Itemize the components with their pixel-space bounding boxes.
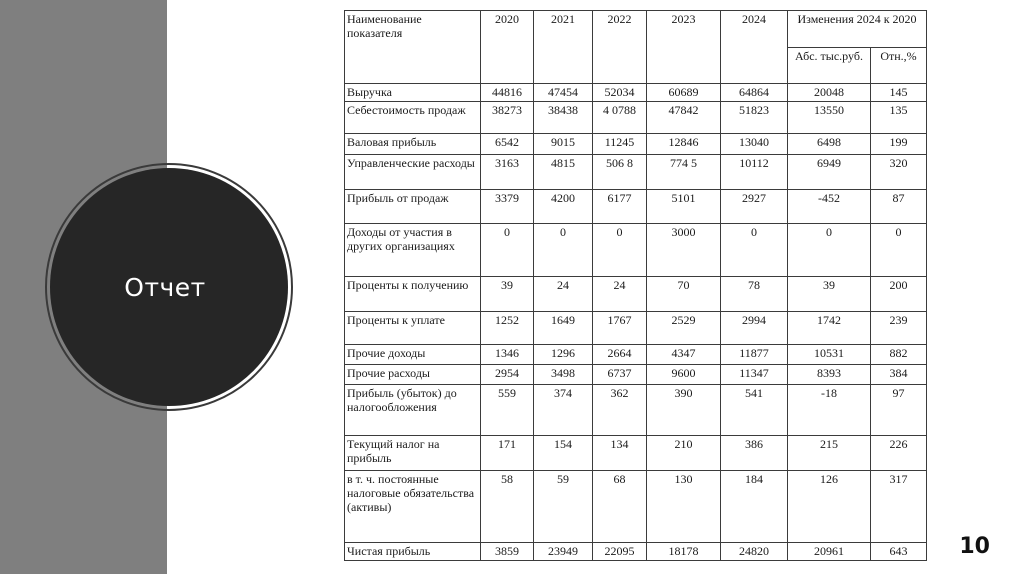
row-name-cell: Себестоимость продаж: [345, 101, 481, 134]
row-value-cell: 126: [788, 471, 871, 542]
table-row: [345, 189, 927, 224]
header-year-2021: 2021: [534, 11, 593, 84]
header-year-2020: 2020: [481, 11, 534, 84]
row-value-cell: 0: [721, 224, 788, 277]
row-value-cell: 20048: [788, 84, 871, 101]
row-value-cell: 59: [534, 471, 593, 542]
row-value-cell: 171: [481, 436, 534, 471]
row-value-cell: 6498: [788, 134, 871, 154]
row-value-cell: 9600: [647, 365, 721, 385]
table-row: [345, 365, 927, 385]
row-value-cell: 145: [871, 84, 927, 101]
row-value-cell: -18: [788, 385, 871, 436]
row-value-cell: 2529: [647, 311, 721, 344]
row-value-cell: 2664: [593, 344, 647, 364]
row-value-cell: 3163: [481, 154, 534, 189]
row-value-cell: 1742: [788, 311, 871, 344]
row-value-cell: 64864: [721, 84, 788, 101]
row-value-cell: 24: [593, 277, 647, 312]
row-value-cell: 12846: [647, 134, 721, 154]
row-value-cell: 38438: [534, 101, 593, 134]
row-value-cell: 0: [871, 224, 927, 277]
row-value-cell: 3498: [534, 365, 593, 385]
row-name-cell: Валовая прибыль: [345, 134, 481, 154]
row-value-cell: 130: [647, 471, 721, 542]
row-value-cell: 18178: [647, 542, 721, 560]
row-value-cell: 643: [871, 542, 927, 560]
row-value-cell: 6737: [593, 365, 647, 385]
row-value-cell: 3379: [481, 189, 534, 224]
row-value-cell: 1767: [593, 311, 647, 344]
row-value-cell: 3000: [647, 224, 721, 277]
slide-title: Отчет: [124, 272, 206, 302]
table-row: [345, 277, 927, 312]
row-value-cell: 0: [593, 224, 647, 277]
row-value-cell: 11347: [721, 365, 788, 385]
row-name-cell: Проценты к уплате: [345, 311, 481, 344]
row-value-cell: 1649: [534, 311, 593, 344]
row-name-cell: Проценты к получению: [345, 277, 481, 312]
table-row: [345, 311, 927, 344]
row-value-cell: 384: [871, 365, 927, 385]
row-value-cell: 0: [788, 224, 871, 277]
row-value-cell: 210: [647, 436, 721, 471]
row-value-cell: 239: [871, 311, 927, 344]
row-value-cell: 541: [721, 385, 788, 436]
row-value-cell: 2954: [481, 365, 534, 385]
table-row: [345, 471, 927, 542]
row-value-cell: 24820: [721, 542, 788, 560]
row-value-cell: 317: [871, 471, 927, 542]
table-row: [345, 436, 927, 471]
table-row: [345, 385, 927, 436]
header-year-2023: 2023: [647, 11, 721, 84]
row-value-cell: 47454: [534, 84, 593, 101]
table-row: [345, 542, 927, 560]
row-value-cell: 134: [593, 436, 647, 471]
row-value-cell: 78: [721, 277, 788, 312]
row-value-cell: 23949: [534, 542, 593, 560]
row-name-cell: Прибыль от продаж: [345, 189, 481, 224]
row-value-cell: 882: [871, 344, 927, 364]
row-value-cell: 154: [534, 436, 593, 471]
header-changes-cell: Изменения 2024 к 2020: [788, 11, 927, 48]
row-value-cell: 97: [871, 385, 927, 436]
table-row: [345, 224, 927, 277]
row-value-cell: 51823: [721, 101, 788, 134]
row-name-cell: Текущий налог на прибыль: [345, 436, 481, 471]
header-name-cell: Наименование показателя: [345, 11, 481, 84]
row-value-cell: 22095: [593, 542, 647, 560]
header-rel-cell: Отн.,%: [871, 47, 927, 84]
row-value-cell: 5101: [647, 189, 721, 224]
financial-table-container: [344, 10, 926, 561]
row-value-cell: 559: [481, 385, 534, 436]
row-value-cell: 390: [647, 385, 721, 436]
header-year-2022: 2022: [593, 11, 647, 84]
financial-table: [344, 10, 927, 561]
row-value-cell: 2927: [721, 189, 788, 224]
header-abs-cell: Абс. тыс.руб.: [788, 47, 871, 84]
row-name-cell: Чистая прибыль: [345, 542, 481, 560]
row-value-cell: 58: [481, 471, 534, 542]
row-name-cell: Доходы от участия в других организациях: [345, 224, 481, 277]
row-name-cell: Прочие расходы: [345, 365, 481, 385]
row-value-cell: 6949: [788, 154, 871, 189]
row-value-cell: 200: [871, 277, 927, 312]
row-value-cell: 1346: [481, 344, 534, 364]
table-row: [345, 154, 927, 189]
row-value-cell: 3859: [481, 542, 534, 560]
row-value-cell: 199: [871, 134, 927, 154]
row-value-cell: 0: [481, 224, 534, 277]
row-value-cell: 38273: [481, 101, 534, 134]
table-row: [345, 84, 927, 101]
table-row: [345, 134, 927, 154]
row-value-cell: 9015: [534, 134, 593, 154]
row-value-cell: 8393: [788, 365, 871, 385]
row-value-cell: 362: [593, 385, 647, 436]
row-value-cell: 386: [721, 436, 788, 471]
row-value-cell: 87: [871, 189, 927, 224]
row-value-cell: 774 5: [647, 154, 721, 189]
row-value-cell: 52034: [593, 84, 647, 101]
row-name-cell: в т. ч. постоянные налоговые обязательства (активы): [345, 471, 481, 542]
row-value-cell: 0: [534, 224, 593, 277]
row-value-cell: 47842: [647, 101, 721, 134]
row-value-cell: 24: [534, 277, 593, 312]
row-value-cell: 2994: [721, 311, 788, 344]
row-value-cell: 39: [481, 277, 534, 312]
row-name-cell: Управленческие расходы: [345, 154, 481, 189]
row-name-cell: Прибыль (убыток) до налогообложения: [345, 385, 481, 436]
row-value-cell: 1296: [534, 344, 593, 364]
table-row: [345, 101, 927, 134]
row-value-cell: 374: [534, 385, 593, 436]
row-value-cell: 70: [647, 277, 721, 312]
row-value-cell: 226: [871, 436, 927, 471]
row-value-cell: 6177: [593, 189, 647, 224]
row-value-cell: 4347: [647, 344, 721, 364]
row-value-cell: 184: [721, 471, 788, 542]
row-value-cell: -452: [788, 189, 871, 224]
row-value-cell: 10531: [788, 344, 871, 364]
row-value-cell: 44816: [481, 84, 534, 101]
title-circle: [50, 168, 288, 406]
row-value-cell: 4200: [534, 189, 593, 224]
row-value-cell: 6542: [481, 134, 534, 154]
row-value-cell: 13040: [721, 134, 788, 154]
row-value-cell: 13550: [788, 101, 871, 134]
header-year-2024: 2024: [721, 11, 788, 84]
row-value-cell: 135: [871, 101, 927, 134]
row-value-cell: 506 8: [593, 154, 647, 189]
row-name-cell: Прочие доходы: [345, 344, 481, 364]
row-value-cell: 60689: [647, 84, 721, 101]
row-value-cell: 4815: [534, 154, 593, 189]
row-value-cell: 1252: [481, 311, 534, 344]
page-number: 10: [959, 534, 990, 559]
row-value-cell: 68: [593, 471, 647, 542]
row-value-cell: 20961: [788, 542, 871, 560]
table-row: [345, 344, 927, 364]
row-value-cell: 11245: [593, 134, 647, 154]
row-name-cell: Выручка: [345, 84, 481, 101]
row-value-cell: 4 0788: [593, 101, 647, 134]
row-value-cell: 11877: [721, 344, 788, 364]
row-value-cell: 215: [788, 436, 871, 471]
row-value-cell: 10112: [721, 154, 788, 189]
header-row-1: [345, 11, 927, 48]
row-value-cell: 39: [788, 277, 871, 312]
row-value-cell: 320: [871, 154, 927, 189]
